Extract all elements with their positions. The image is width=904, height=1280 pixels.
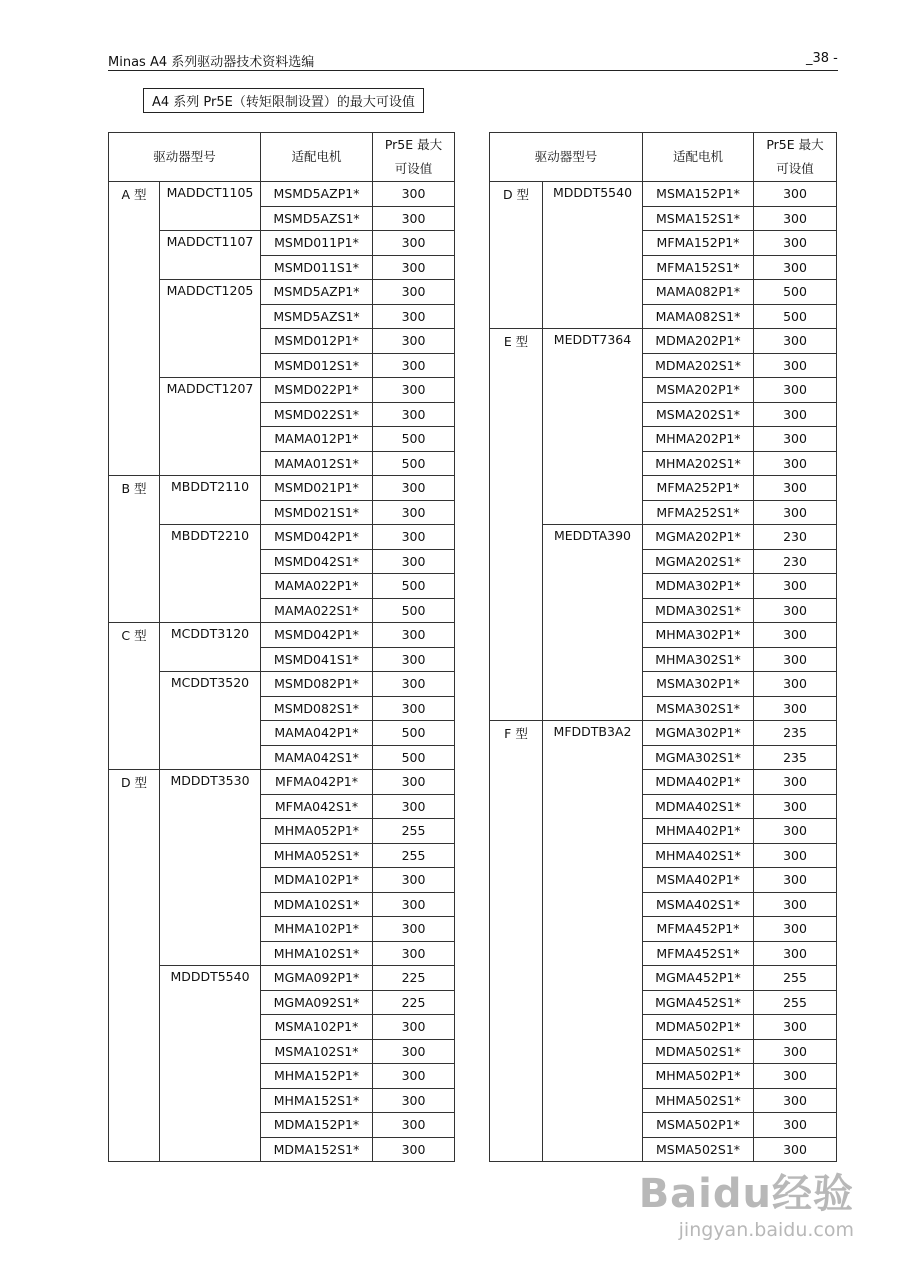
- motor-cell: MDMA102P1*: [261, 868, 373, 893]
- motor-cell: MHMA502S1*: [643, 1088, 754, 1113]
- motor-cell: MSMD012S1*: [261, 353, 373, 378]
- max-value-cell: 300: [754, 868, 837, 893]
- motor-cell: MHMA202P1*: [643, 427, 754, 452]
- motor-cell: MAMA022S1*: [261, 598, 373, 623]
- max-value-cell: 255: [373, 843, 455, 868]
- watermark-url: jingyan.baidu.com: [678, 1219, 854, 1241]
- max-value-cell: 225: [373, 990, 455, 1015]
- driver-model-cell: MDDDT3530: [160, 770, 261, 966]
- max-value-cell: 500: [754, 280, 837, 305]
- motor-cell: MSMD011S1*: [261, 255, 373, 280]
- driver-type-cell: A 型: [109, 182, 160, 476]
- table-row: [109, 231, 455, 256]
- motor-cell: MGMA202S1*: [643, 549, 754, 574]
- motor-cell: MDMA502S1*: [643, 1039, 754, 1064]
- driver-model-cell: MCDDT3520: [160, 672, 261, 770]
- max-value-cell: 255: [373, 819, 455, 844]
- driver-type-cell: E 型: [490, 329, 543, 721]
- motor-cell: MFMA152P1*: [643, 231, 754, 256]
- max-value-cell: 300: [754, 672, 837, 697]
- motor-cell: MDMA152S1*: [261, 1137, 373, 1162]
- max-value-cell: 235: [754, 745, 837, 770]
- max-value-cell: 300: [754, 206, 837, 231]
- header-max-value: [373, 133, 455, 182]
- max-value-cell: 300: [373, 206, 455, 231]
- table-row: [109, 182, 455, 207]
- motor-cell: MAMA042P1*: [261, 721, 373, 746]
- header-motor: 适配电机: [643, 133, 754, 182]
- max-value-cell: 300: [373, 672, 455, 697]
- motor-cell: MAMA012S1*: [261, 451, 373, 476]
- max-value-cell: 300: [373, 1137, 455, 1162]
- motor-cell: MFMA152S1*: [643, 255, 754, 280]
- left-spec-table: [108, 132, 455, 1162]
- max-value-cell: 300: [754, 255, 837, 280]
- max-value-cell: 300: [754, 1088, 837, 1113]
- motor-cell: MDMA502P1*: [643, 1015, 754, 1040]
- max-value-cell: 300: [373, 549, 455, 574]
- driver-model-cell: MDDDT5540: [543, 182, 643, 329]
- motor-cell: MSMD082S1*: [261, 696, 373, 721]
- max-value-cell: 300: [373, 402, 455, 427]
- max-value-cell: 300: [754, 819, 837, 844]
- max-value-cell: 225: [373, 966, 455, 991]
- table-row: [109, 476, 455, 501]
- motor-cell: MGMA092P1*: [261, 966, 373, 991]
- table-header-row: [490, 133, 837, 182]
- max-value-cell: 500: [754, 304, 837, 329]
- max-value-cell: 300: [373, 1113, 455, 1138]
- max-value-cell: 500: [373, 451, 455, 476]
- right-spec-table: [489, 132, 837, 1162]
- motor-cell: MAMA042S1*: [261, 745, 373, 770]
- max-value-cell: 300: [754, 378, 837, 403]
- motor-cell: MAMA012P1*: [261, 427, 373, 452]
- header-motor: 适配电机: [261, 133, 373, 182]
- max-value-cell: 300: [373, 1015, 455, 1040]
- driver-type-cell: D 型: [109, 770, 160, 1162]
- motor-cell: MSMA402S1*: [643, 892, 754, 917]
- motor-cell: MFMA252P1*: [643, 476, 754, 501]
- driver-type-cell: C 型: [109, 623, 160, 770]
- max-value-cell: 300: [754, 182, 837, 207]
- max-value-cell: 300: [754, 574, 837, 599]
- motor-cell: MSMA402P1*: [643, 868, 754, 893]
- table-row: [490, 182, 837, 207]
- motor-cell: MHMA402S1*: [643, 843, 754, 868]
- max-value-cell: 255: [754, 990, 837, 1015]
- max-value-cell: 300: [373, 182, 455, 207]
- driver-model-cell: MFDDTB3A2: [543, 721, 643, 1162]
- max-value-cell: 300: [754, 598, 837, 623]
- max-value-cell: 300: [754, 231, 837, 256]
- max-value-cell: 300: [754, 623, 837, 648]
- motor-cell: MGMA202P1*: [643, 525, 754, 550]
- motor-cell: MSMD021P1*: [261, 476, 373, 501]
- motor-cell: MHMA102P1*: [261, 917, 373, 942]
- driver-model-cell: MBDDT2110: [160, 476, 261, 525]
- motor-cell: MDMA202P1*: [643, 329, 754, 354]
- motor-cell: MGMA302S1*: [643, 745, 754, 770]
- max-value-cell: 500: [373, 721, 455, 746]
- motor-cell: MAMA022P1*: [261, 574, 373, 599]
- max-value-cell: 300: [754, 1113, 837, 1138]
- max-value-cell: 300: [373, 1088, 455, 1113]
- max-value-cell: 300: [373, 353, 455, 378]
- motor-cell: MSMA102P1*: [261, 1015, 373, 1040]
- max-value-cell: 300: [754, 451, 837, 476]
- table-row: [490, 721, 837, 746]
- motor-cell: MSMD042P1*: [261, 525, 373, 550]
- motor-cell: MHMA052S1*: [261, 843, 373, 868]
- max-value-cell: 300: [754, 402, 837, 427]
- motor-cell: MDMA302P1*: [643, 574, 754, 599]
- max-value-cell: 300: [754, 696, 837, 721]
- header-driver-model: 驱动器型号: [109, 133, 261, 182]
- max-value-cell: 300: [754, 1137, 837, 1162]
- max-value-cell: 300: [373, 892, 455, 917]
- table-row: [490, 525, 837, 550]
- table-header-row: [109, 133, 455, 182]
- max-value-cell: 255: [754, 966, 837, 991]
- max-value-cell: 300: [754, 1039, 837, 1064]
- watermark: [639, 1162, 854, 1241]
- max-value-cell: 300: [754, 1015, 837, 1040]
- motor-cell: MHMA102S1*: [261, 941, 373, 966]
- driver-model-cell: MADDCT1105: [160, 182, 261, 231]
- max-value-cell: 300: [373, 868, 455, 893]
- max-value-cell: 300: [373, 696, 455, 721]
- motor-cell: MSMD011P1*: [261, 231, 373, 256]
- motor-cell: MHMA052P1*: [261, 819, 373, 844]
- table-row: [109, 378, 455, 403]
- motor-cell: MGMA302P1*: [643, 721, 754, 746]
- table-row: [109, 623, 455, 648]
- table-row: [109, 525, 455, 550]
- motor-cell: MSMA152P1*: [643, 182, 754, 207]
- max-value-cell: 300: [754, 353, 837, 378]
- motor-cell: MDMA402S1*: [643, 794, 754, 819]
- page-number: _38 -: [806, 51, 838, 66]
- motor-cell: MSMA502P1*: [643, 1113, 754, 1138]
- header-max-line1: Pr5E 最大: [384, 137, 443, 152]
- driver-model-cell: MADDCT1207: [160, 378, 261, 476]
- table-row: [490, 329, 837, 354]
- max-value-cell: 300: [373, 941, 455, 966]
- motor-cell: MDMA102S1*: [261, 892, 373, 917]
- table-row: [109, 280, 455, 305]
- motor-cell: MSMD5AZP1*: [261, 280, 373, 305]
- driver-model-cell: MADDCT1205: [160, 280, 261, 378]
- motor-cell: MFMA042P1*: [261, 770, 373, 795]
- header-max-line1: Pr5E 最大: [766, 137, 824, 152]
- motor-cell: MSMA202P1*: [643, 378, 754, 403]
- document-header-title: Minas A4 系列驱动器技术资料选编: [108, 55, 315, 70]
- max-value-cell: 300: [754, 770, 837, 795]
- driver-type-cell: D 型: [490, 182, 543, 329]
- motor-cell: MHMA502P1*: [643, 1064, 754, 1089]
- header-max-value: [754, 133, 837, 182]
- motor-cell: MSMA102S1*: [261, 1039, 373, 1064]
- max-value-cell: 300: [373, 525, 455, 550]
- motor-cell: MSMD042P1*: [261, 623, 373, 648]
- max-value-cell: 300: [373, 623, 455, 648]
- header-driver-model: 驱动器型号: [490, 133, 643, 182]
- max-value-cell: 300: [754, 647, 837, 672]
- motor-cell: MSMD5AZS1*: [261, 206, 373, 231]
- motor-cell: MFMA452P1*: [643, 917, 754, 942]
- motor-cell: MHMA152P1*: [261, 1064, 373, 1089]
- max-value-cell: 500: [373, 745, 455, 770]
- max-value-cell: 300: [754, 843, 837, 868]
- max-value-cell: 300: [754, 941, 837, 966]
- motor-cell: MSMA152S1*: [643, 206, 754, 231]
- max-value-cell: 300: [754, 917, 837, 942]
- motor-cell: MSMD041S1*: [261, 647, 373, 672]
- max-value-cell: 300: [373, 476, 455, 501]
- driver-model-cell: MEDDT7364: [543, 329, 643, 525]
- motor-cell: MSMA302P1*: [643, 672, 754, 697]
- max-value-cell: 500: [373, 427, 455, 452]
- motor-cell: MSMA502S1*: [643, 1137, 754, 1162]
- motor-cell: MFMA252S1*: [643, 500, 754, 525]
- max-value-cell: 300: [373, 794, 455, 819]
- driver-model-cell: MDDDT5540: [160, 966, 261, 1162]
- max-value-cell: 300: [373, 280, 455, 305]
- table-row: [109, 770, 455, 795]
- motor-cell: MFMA452S1*: [643, 941, 754, 966]
- motor-cell: MSMD082P1*: [261, 672, 373, 697]
- motor-cell: MDMA402P1*: [643, 770, 754, 795]
- header-max-line2: 可设值: [394, 161, 433, 176]
- motor-cell: MSMD5AZP1*: [261, 182, 373, 207]
- driver-model-cell: MBDDT2210: [160, 525, 261, 623]
- section-title: A4 系列 Pr5E（转矩限制设置）的最大可设值: [143, 88, 424, 113]
- max-value-cell: 300: [373, 329, 455, 354]
- motor-cell: MSMA202S1*: [643, 402, 754, 427]
- max-value-cell: 300: [754, 329, 837, 354]
- max-value-cell: 230: [754, 549, 837, 574]
- table-row: [109, 966, 455, 991]
- watermark-logo: Baidu经验: [638, 1171, 854, 1217]
- motor-cell: MDMA302S1*: [643, 598, 754, 623]
- motor-cell: MSMD021S1*: [261, 500, 373, 525]
- motor-cell: MSMD012P1*: [261, 329, 373, 354]
- max-value-cell: 300: [373, 304, 455, 329]
- motor-cell: MDMA152P1*: [261, 1113, 373, 1138]
- driver-type-cell: F 型: [490, 721, 543, 1162]
- driver-type-cell: B 型: [109, 476, 160, 623]
- driver-model-cell: MEDDTA390: [543, 525, 643, 721]
- motor-cell: MFMA042S1*: [261, 794, 373, 819]
- max-value-cell: 230: [754, 525, 837, 550]
- motor-cell: MSMD042S1*: [261, 549, 373, 574]
- motor-cell: MAMA082P1*: [643, 280, 754, 305]
- table-row: [109, 672, 455, 697]
- max-value-cell: 300: [373, 500, 455, 525]
- motor-cell: MGMA452S1*: [643, 990, 754, 1015]
- motor-cell: MSMD022S1*: [261, 402, 373, 427]
- max-value-cell: 300: [373, 770, 455, 795]
- max-value-cell: 500: [373, 598, 455, 623]
- motor-cell: MAMA082S1*: [643, 304, 754, 329]
- header-divider: [108, 70, 838, 71]
- driver-model-cell: MCDDT3120: [160, 623, 261, 672]
- max-value-cell: 300: [754, 892, 837, 917]
- max-value-cell: 235: [754, 721, 837, 746]
- motor-cell: MSMD5AZS1*: [261, 304, 373, 329]
- max-value-cell: 300: [373, 1039, 455, 1064]
- motor-cell: MSMA302S1*: [643, 696, 754, 721]
- motor-cell: MHMA152S1*: [261, 1088, 373, 1113]
- max-value-cell: 300: [373, 231, 455, 256]
- motor-cell: MHMA302S1*: [643, 647, 754, 672]
- motor-cell: MHMA202S1*: [643, 451, 754, 476]
- motor-cell: MHMA402P1*: [643, 819, 754, 844]
- max-value-cell: 300: [754, 476, 837, 501]
- header-max-line2: 可设值: [776, 161, 814, 176]
- max-value-cell: 300: [754, 794, 837, 819]
- max-value-cell: 300: [373, 647, 455, 672]
- max-value-cell: 300: [373, 1064, 455, 1089]
- max-value-cell: 300: [754, 427, 837, 452]
- motor-cell: MDMA202S1*: [643, 353, 754, 378]
- motor-cell: MGMA452P1*: [643, 966, 754, 991]
- motor-cell: MSMD022P1*: [261, 378, 373, 403]
- max-value-cell: 300: [754, 1064, 837, 1089]
- driver-model-cell: MADDCT1107: [160, 231, 261, 280]
- max-value-cell: 300: [754, 500, 837, 525]
- motor-cell: MGMA092S1*: [261, 990, 373, 1015]
- motor-cell: MHMA302P1*: [643, 623, 754, 648]
- max-value-cell: 300: [373, 255, 455, 280]
- max-value-cell: 500: [373, 574, 455, 599]
- max-value-cell: 300: [373, 378, 455, 403]
- max-value-cell: 300: [373, 917, 455, 942]
